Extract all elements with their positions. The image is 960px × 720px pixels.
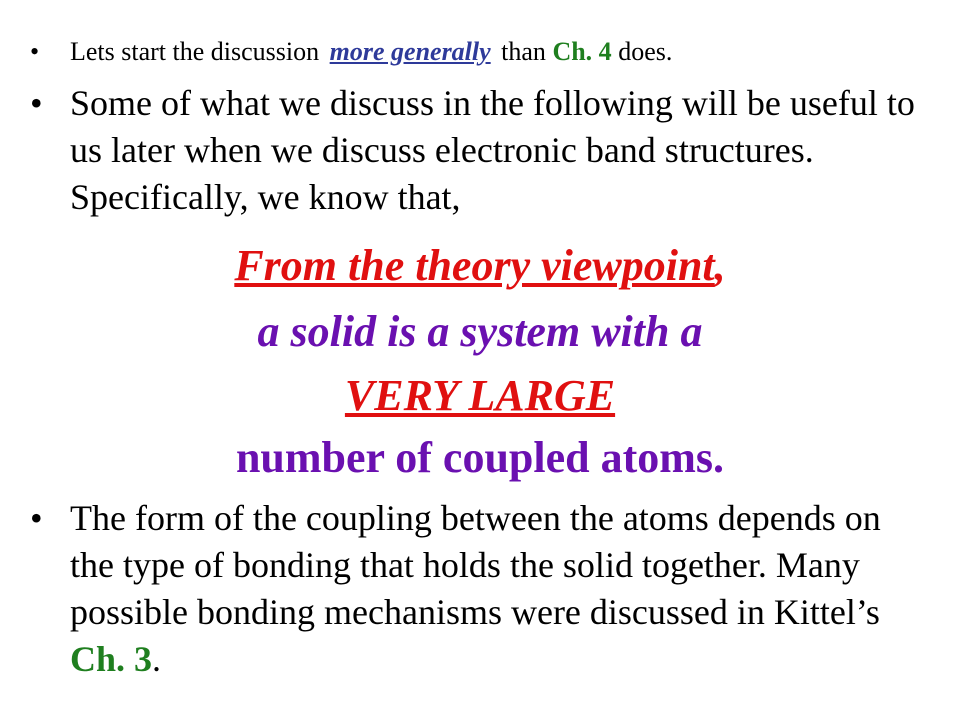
highlight-line-2: a solid is a system with a — [257, 307, 703, 356]
highlight-line-1 — [0, 240, 960, 292]
bullet-item-2 — [30, 80, 930, 221]
bullet-text-part: than — [501, 37, 546, 66]
highlight-comma: , — [714, 241, 726, 290]
bullet-marker: • — [30, 83, 43, 123]
bullet-text-part: The form of the coupling between the atoms depends on the type of bonding that holds the solid together. Many possible bonding mechanisms were discussed in Kittel’s — [70, 498, 881, 632]
bullet-text-end: . — [152, 639, 162, 679]
theory-viewpoint-text: From the theory viewpoint — [234, 241, 715, 290]
bullet-text — [70, 495, 930, 683]
bullet-text-part: does. — [618, 37, 673, 66]
bullet-item-1 — [30, 34, 930, 70]
highlight-line-3: VERY LARGE — [344, 371, 616, 420]
bullet-marker: • — [30, 498, 43, 538]
chapter-reference: Ch. 4 — [552, 37, 612, 66]
bullet-text — [70, 34, 930, 70]
more-generally-link[interactable]: more generally — [329, 37, 491, 66]
bullet-item-3 — [30, 495, 930, 683]
bullet-text-part: Lets start the discussion — [70, 37, 320, 66]
highlight-line-4: number of coupled atoms. — [235, 433, 725, 482]
chapter-reference: Ch. 3 — [70, 639, 153, 679]
bullet-text: Some of what we discuss in the following will be useful to us later when we discuss electronic band structures. Specifically, we know that, — [70, 83, 915, 217]
bullet-marker: • — [30, 37, 40, 66]
